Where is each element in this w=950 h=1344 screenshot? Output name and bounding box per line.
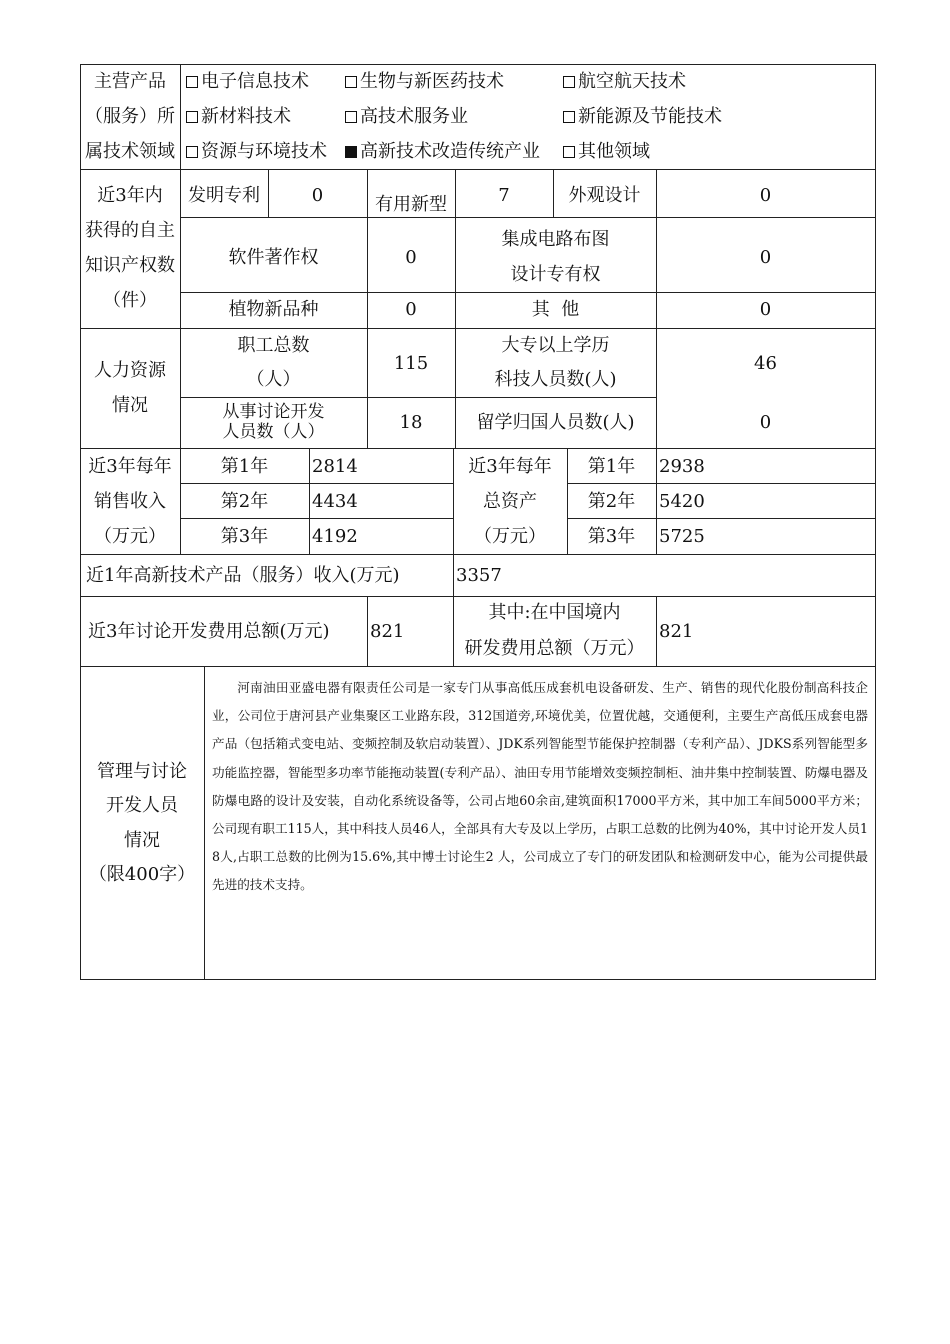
option-resources-environment[interactable] (186, 143, 327, 161)
rd-staff-value: 18 (399, 412, 423, 433)
option-bio-medicine[interactable] (345, 73, 504, 91)
staff-total-label-line-1: 职工总数 (237, 335, 310, 356)
ip-label-line-4: （件） (103, 290, 157, 311)
company-description-text: 河南油田亚盛电器有限责任公司是一家专门从事高低压成套机电设备研发、生产、销售的现代化股份制高科技企业，公司位于唐河县产业集聚区工业路东段，312国道旁,环境优美，位置优越，交通便利，主要生产高低压成套电器产品（包括箱式变电站、变频控制及软启动装置）、JDK系列智能型节能保护控制器（专利产品）、JDKS系列智能型多功能监控器，智能型多功率节能拖动装置(专利产品）、油田专用节能增效变频控制柜、油井集中控制装置、防爆电器及防爆电路的设计及安装，自动化系统设备等，公司占地60余亩,建筑面积17000平方米，其中加工车间5000平方米；公司现有职工115人，其中科技人员46人，全部具有大专及以上学历，占职工总数的比例为40%，其中讨论开发人员18人,占职工总数的比例为15.6%,其中博士讨论生2 人，公司成立了专门的研发团队和检测研发中心，能为公司提供最先进的技术支持。 (212, 680, 868, 893)
design-patent-value: 0 (759, 185, 772, 206)
sales-label-line-1: 近3年每年 (88, 456, 172, 477)
mgmt-label-line-2: 开发人员 (106, 795, 178, 816)
assets-label-line-1: 近3年每年 (468, 456, 552, 477)
sales-year-1-value: 2814 (312, 456, 358, 477)
table-border-top (80, 64, 876, 65)
checkbox-icon[interactable] (345, 111, 357, 123)
domestic-rd-label-line-1: 其中:在中国境内 (488, 602, 621, 623)
row-divider (567, 483, 876, 484)
row-divider (80, 666, 876, 667)
rd-staff-label-line-2: 人员数（人） (222, 422, 325, 442)
assets-year-3-value: 5725 (659, 526, 705, 547)
checkbox-icon[interactable] (563, 111, 575, 123)
checkbox-icon[interactable] (563, 76, 575, 88)
col-divider (367, 596, 368, 667)
tech-field-label-line-1: 主营产品 (94, 71, 166, 92)
software-copyright-label: 软件著作权 (228, 247, 319, 268)
row-divider (80, 596, 876, 597)
assets-year-3-label: 第3年 (587, 526, 636, 547)
sales-label-line-2: 销售收入 (94, 491, 166, 512)
row-divider (180, 518, 453, 519)
checkbox-icon[interactable] (186, 111, 198, 123)
tech-field-label-line-2: （服务）所 (85, 106, 175, 127)
assets-year-2-value: 5420 (659, 491, 705, 512)
col-divider (180, 64, 181, 170)
option-label: 生物与新医药技术 (360, 71, 504, 92)
col-divider (656, 448, 657, 555)
mgmt-label-line-3: 情况 (124, 830, 160, 851)
col-divider (453, 554, 454, 597)
rd-cost-label: 近3年讨论开发费用总额(万元) (88, 621, 330, 642)
ip-label-line-1: 近3年内 (97, 185, 163, 206)
option-other[interactable] (563, 143, 650, 161)
design-patent-label: 外观设计 (568, 185, 641, 206)
assets-year-1-value: 2938 (659, 456, 705, 477)
rd-staff-label-line-1: 从事讨论开发 (222, 402, 325, 422)
software-copyright-value: 0 (405, 247, 417, 268)
invention-patent-value: 0 (311, 185, 324, 206)
option-traditional-upgrade[interactable] (345, 143, 540, 161)
row-divider (180, 397, 656, 398)
staff-total-value: 115 (393, 353, 429, 374)
option-label: 其他领域 (578, 141, 650, 162)
option-label: 高技术服务业 (360, 106, 468, 127)
domestic-rd-value: 821 (659, 621, 694, 642)
row-divider (180, 483, 453, 484)
other-ip-label: 其 他 (531, 299, 580, 320)
college-staff-label-line-1: 大专以上学历 (501, 335, 610, 356)
utility-model-label: 有用新型 (375, 194, 447, 215)
option-new-energy[interactable] (563, 108, 722, 126)
option-label: 新材料技术 (201, 106, 291, 127)
option-high-tech-services[interactable] (345, 108, 468, 126)
rd-cost-value: 821 (370, 621, 405, 642)
returnee-value: 0 (759, 412, 772, 433)
checkbox-icon[interactable] (345, 76, 357, 88)
option-label: 资源与环境技术 (201, 141, 327, 162)
sales-year-3-label: 第3年 (220, 526, 269, 547)
option-new-materials[interactable] (186, 108, 291, 126)
hr-label-line-2: 情况 (112, 395, 148, 416)
checkbox-icon[interactable] (186, 146, 198, 158)
option-label: 高新技术改造传统产业 (360, 141, 540, 162)
checkbox-icon[interactable] (186, 76, 198, 88)
sales-year-2-label: 第2年 (220, 491, 269, 512)
row-divider (80, 448, 876, 449)
plant-variety-label: 植物新品种 (228, 299, 319, 320)
option-label: 电子信息技术 (201, 71, 309, 92)
sales-year-1-label: 第1年 (220, 456, 269, 477)
assets-year-2-label: 第2年 (587, 491, 636, 512)
returnee-label: 留学归国人员数(人) (476, 412, 635, 433)
row-divider (180, 217, 876, 218)
checkbox-icon[interactable] (563, 146, 575, 158)
college-staff-label-line-2: 科技人员数(人) (494, 369, 617, 390)
table-border-right (875, 64, 876, 980)
ip-label-line-2: 获得的自主 (85, 220, 175, 241)
assets-label-line-2: 总资产 (483, 491, 537, 512)
row-divider (567, 518, 876, 519)
other-ip-value: 0 (759, 299, 772, 320)
hightech-income-value: 3357 (456, 565, 502, 586)
assets-year-1-label: 第1年 (587, 456, 636, 477)
row-divider (80, 328, 876, 329)
row-divider (180, 292, 876, 293)
col-divider (309, 448, 310, 555)
sales-label-line-3: （万元） (94, 526, 166, 547)
mgmt-label-line-1: 管理与讨论 (97, 761, 187, 782)
row-divider (80, 169, 876, 170)
row-divider (80, 554, 876, 555)
option-label: 航空航天技术 (578, 71, 686, 92)
col-divider (204, 666, 205, 980)
option-label: 新能源及节能技术 (578, 106, 722, 127)
option-aerospace[interactable] (563, 73, 686, 91)
ic-layout-value: 0 (759, 247, 772, 268)
utility-model-value: 7 (498, 185, 510, 206)
assets-label-line-3: （万元） (474, 526, 546, 547)
option-electronic-info[interactable] (186, 73, 309, 91)
checkbox-checked-icon[interactable] (345, 146, 357, 158)
sales-year-3-value: 4192 (312, 526, 358, 547)
hr-label-line-1: 人力资源 (94, 360, 166, 381)
ic-layout-label-line-1: 集成电路布图 (501, 229, 610, 250)
sales-year-2-value: 4434 (312, 491, 358, 512)
col-divider (656, 596, 657, 667)
ip-label-line-3: 知识产权数 (85, 255, 175, 276)
invention-patent-label: 发明专利 (188, 185, 260, 206)
hightech-income-label: 近1年高新技术产品（服务）收入(万元) (86, 565, 400, 586)
staff-total-label-line-2: （人） (246, 369, 301, 390)
tech-field-label-line-3: 属技术领域 (85, 141, 175, 162)
domestic-rd-label-line-2: 研发费用总额（万元） (464, 638, 645, 659)
mgmt-label-line-4: （限400字） (88, 864, 196, 885)
table-border-bottom (80, 979, 876, 980)
college-staff-value: 46 (754, 353, 777, 374)
ic-layout-label-line-2: 设计专有权 (510, 264, 601, 285)
plant-variety-value: 0 (405, 299, 417, 320)
